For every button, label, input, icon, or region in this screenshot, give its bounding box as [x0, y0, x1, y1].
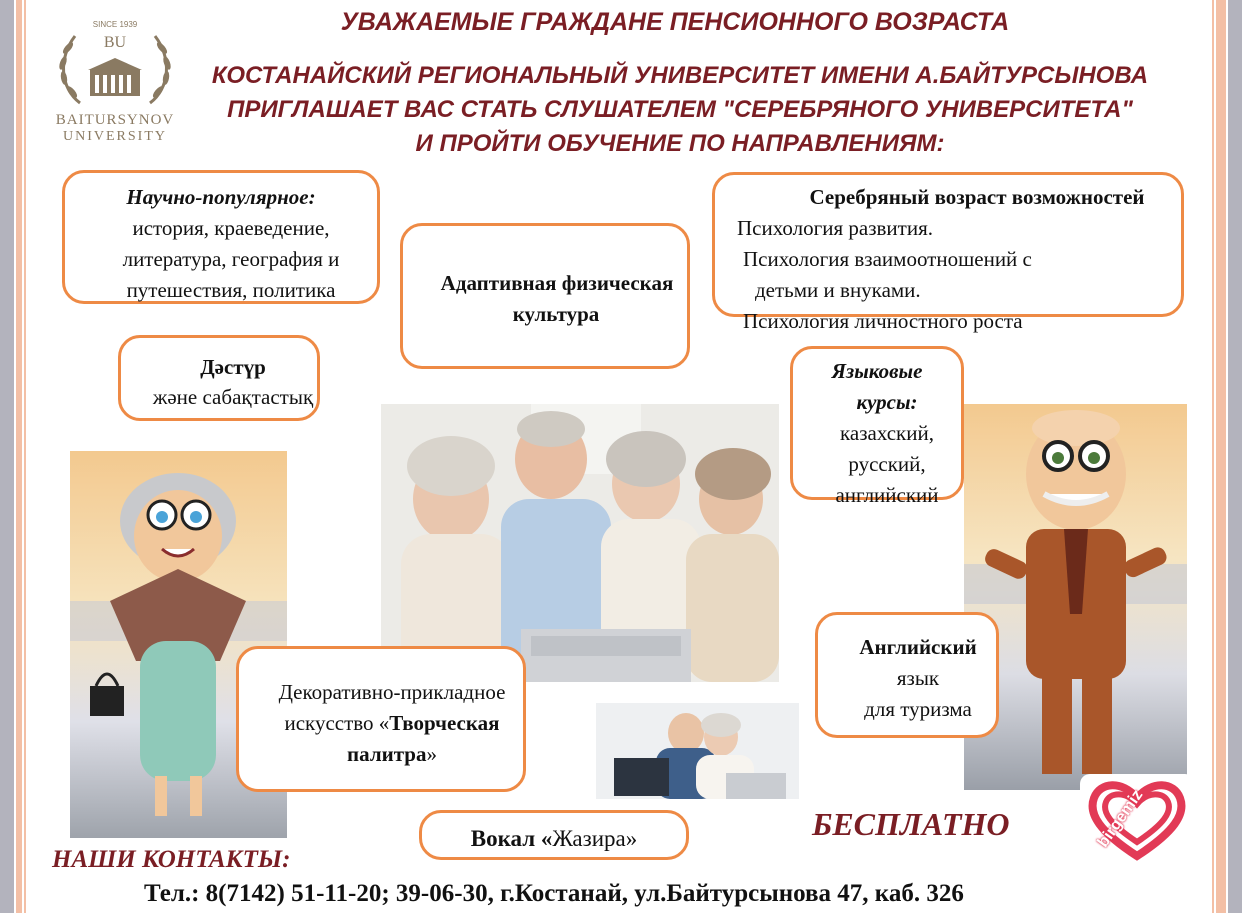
free-label: БЕСПЛАТНО — [812, 806, 1010, 842]
science-line1: история, краеведение, — [132, 216, 330, 240]
birgemiz-badge — [1080, 774, 1195, 864]
heart-icon — [1080, 774, 1195, 864]
languages-title2: курсы: — [856, 390, 918, 414]
english-line1: Английский — [859, 635, 977, 659]
adaptive-line1: Адаптивная физическая — [440, 271, 674, 295]
vocal-a: Вокал « — [470, 826, 553, 851]
decor-line2-a: искусство « — [284, 711, 390, 735]
logo-name-line1: BAITURSYNOV — [55, 112, 175, 128]
languages-line3: английский — [835, 483, 939, 507]
science-title: Научно-популярное: — [126, 185, 316, 209]
decor-line3-b: » — [426, 742, 437, 766]
science-line3: путешествия, политика — [126, 278, 336, 302]
dastur-title: Дәстүр — [200, 355, 266, 379]
logo-since: SINCE 1939 — [92, 20, 138, 29]
silver-line3: детьми и внуками. — [755, 278, 921, 302]
silver-title: Серебряный возраст возможностей — [809, 185, 1145, 209]
dastur-line1: және сабақтастық — [152, 385, 314, 409]
decor-line3 — [236, 739, 548, 770]
vocal-line — [419, 823, 689, 854]
left-stripe-thin — [24, 0, 26, 913]
left-stripe-gray — [0, 0, 14, 913]
left-stripe-peach — [16, 0, 22, 913]
header-line4: И ПРОЙТИ ОБУЧЕНИЕ ПО НАПРАВЛЕНИЯМ: — [415, 130, 945, 157]
logo-name-line2: UNIVERSITY — [63, 129, 167, 144]
right-stripe-gray — [1228, 0, 1242, 913]
silver-line2: Психология взаимоотношений с — [743, 247, 1032, 271]
right-stripe-thin — [1212, 0, 1214, 913]
languages-title1: Языковые — [831, 359, 923, 383]
badge-text: birgemiz — [1094, 786, 1147, 851]
decor-line2-b: Творческая — [389, 711, 500, 735]
adaptive-line2: культура — [512, 302, 600, 326]
languages-line1: казахский, — [840, 421, 934, 445]
grandpa-cartoon — [964, 404, 1187, 790]
header-line3: ПРИГЛАШАЕТ ВАС СТАТЬ СЛУШАТЕЛЕМ "СЕРЕБРЯНОГО УНИВЕРСИТЕТА" — [227, 96, 1133, 123]
decor-line2 — [236, 708, 548, 739]
decor-line1: Декоративно-прикладное — [278, 680, 506, 704]
languages-line2: русский, — [848, 452, 926, 476]
right-stripe-peach — [1216, 0, 1226, 913]
logo-monogram: BU — [103, 34, 127, 51]
header-line2: КОСТАНАЙСКИЙ РЕГИОНАЛЬНЫЙ УНИВЕРСИТЕТ ИМЕНИ А.БАЙТУРСЫНОВА — [211, 62, 1149, 89]
vocal-b: Жазира» — [552, 826, 638, 851]
couple-at-laptop-photo — [596, 703, 799, 799]
english-line3: для туризма — [864, 697, 972, 721]
silver-line1: Психология развития. — [737, 216, 933, 240]
silver-line4: Психология личностного роста — [743, 309, 1023, 333]
seniors-at-computer-photo — [381, 404, 779, 682]
contacts-line: Тел.: 8(7142) 51-11-20; 39-06-30, г.Костанай, ул.Байтурсынова 47, каб. 326 — [144, 880, 964, 907]
english-line2: язык — [896, 666, 940, 690]
header-line1: УВАЖАЕМЫЕ ГРАЖДАНЕ ПЕНСИОННОГО ВОЗРАСТА — [340, 8, 1010, 36]
decor-line3-a: палитра — [347, 742, 427, 766]
contacts-heading: НАШИ КОНТАКТЫ: — [52, 846, 291, 873]
science-line2: литература, география и — [122, 247, 340, 271]
